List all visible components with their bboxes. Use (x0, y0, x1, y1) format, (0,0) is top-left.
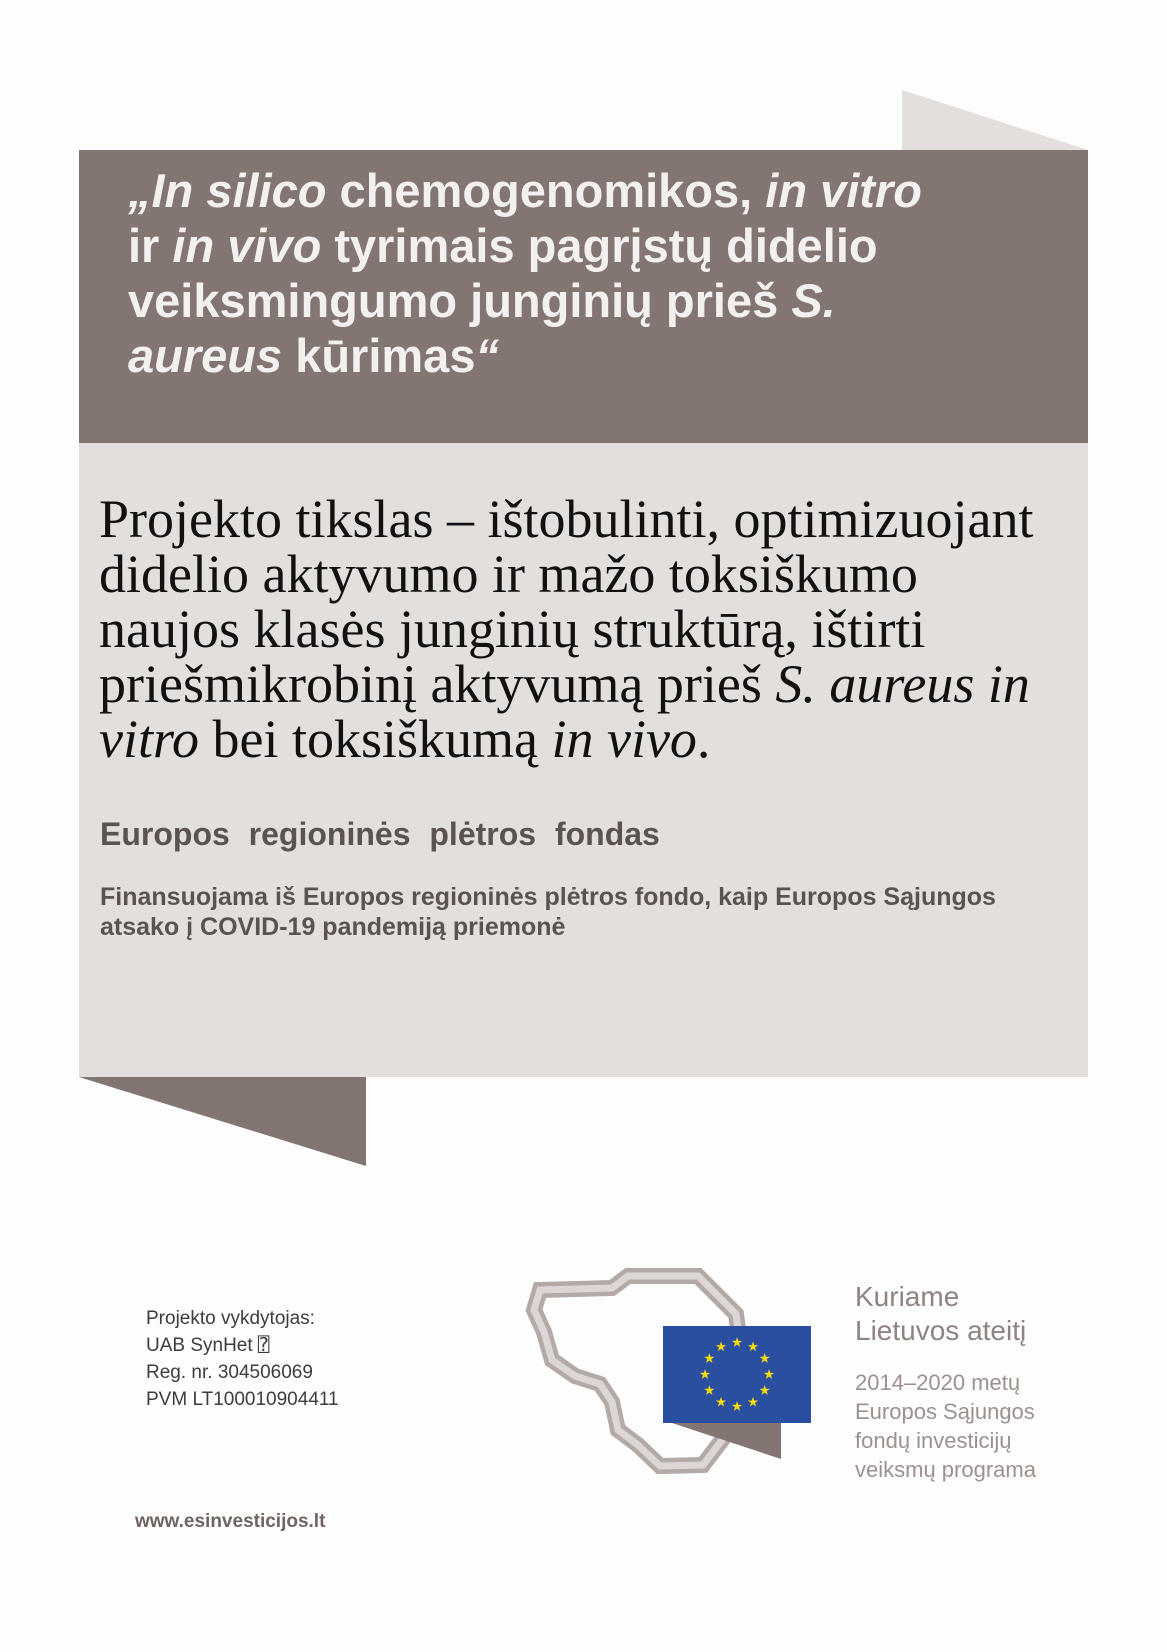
title-segment: chemogenomikos, (326, 164, 766, 217)
executor-line: UAB SynHet ⍰ (146, 1335, 270, 1356)
title-segment: in vivo (172, 219, 322, 272)
program-description (855, 1368, 1036, 1484)
program-line: Europos Sąjungos (855, 1399, 1035, 1424)
flag-fold-shadow (672, 1423, 781, 1459)
financing-note (100, 882, 996, 942)
financing-line: Finansuojama iš Europos regioninės plėtros fondo, kaip Europos Sąjungos (100, 883, 996, 911)
goal-segment: Projekto tikslas – ištobulinti, optimizuojant (99, 489, 1034, 549)
goal-segment: vitro (99, 709, 199, 769)
title-segment: tyrimais pagrįstų didelio (321, 219, 878, 272)
title-line (128, 163, 922, 218)
goal-segment: bei toksiškumą (198, 709, 552, 769)
project-title (128, 163, 922, 383)
title-segment: ir (128, 219, 173, 272)
title-segment: kūrimas (282, 329, 476, 382)
program-line: 2014–2020 metų (855, 1370, 1021, 1395)
eu-flag-icon (663, 1326, 811, 1423)
goal-segment: in vivo (551, 709, 697, 769)
title-segment: “ (475, 329, 499, 382)
executor-info (146, 1305, 339, 1413)
goal-line (99, 654, 1033, 714)
goal-segment: priešmikrobinį aktyvumą prieš (99, 654, 776, 714)
investment-logo (520, 1255, 820, 1475)
title-segment: aureus (128, 329, 283, 382)
program-line: fondų investicijų (855, 1428, 1012, 1453)
fund-name: Europos regioninės plėtros fondas (100, 816, 660, 852)
website-link: www.esinvesticijos.lt (135, 1511, 326, 1532)
goal-segment: . (696, 709, 711, 769)
goal-segment: didelio aktyvumo ir mažo toksiškumo (99, 544, 918, 604)
title-segment: „In silico (128, 164, 327, 217)
goal-panel (79, 443, 1088, 1077)
slogan-line: Kuriame (855, 1281, 960, 1312)
goal-line (99, 599, 1033, 659)
executor-line: Projekto vykdytojas: (146, 1308, 315, 1329)
executor-line: PVM LT100010904411 (146, 1389, 339, 1410)
title-segment: in vitro (765, 164, 922, 217)
executor-line: Reg. nr. 304506069 (146, 1362, 313, 1383)
program-line: veiksmų programa (855, 1457, 1036, 1482)
project-goal (99, 489, 1034, 769)
title-line (128, 273, 922, 328)
top-right-fold (902, 90, 1088, 150)
bottom-left-fold (79, 1077, 366, 1166)
title-band (79, 150, 1088, 443)
title-line (128, 328, 922, 383)
title-line (128, 218, 922, 273)
title-segment: S. (791, 274, 836, 327)
goal-segment: S. aureus in (775, 654, 1030, 714)
title-segment: veiksmingumo junginių prieš (128, 274, 792, 327)
program-slogan (855, 1280, 1026, 1348)
financing-line: atsako į COVID-19 pandemiją priemonė (100, 913, 566, 941)
goal-line (99, 544, 1033, 604)
goal-segment: naujos klasės junginių struktūrą, ištirti (99, 599, 926, 659)
goal-line (99, 709, 1033, 769)
goal-line (99, 489, 1034, 549)
slogan-line: Lietuvos ateitį (855, 1315, 1027, 1346)
